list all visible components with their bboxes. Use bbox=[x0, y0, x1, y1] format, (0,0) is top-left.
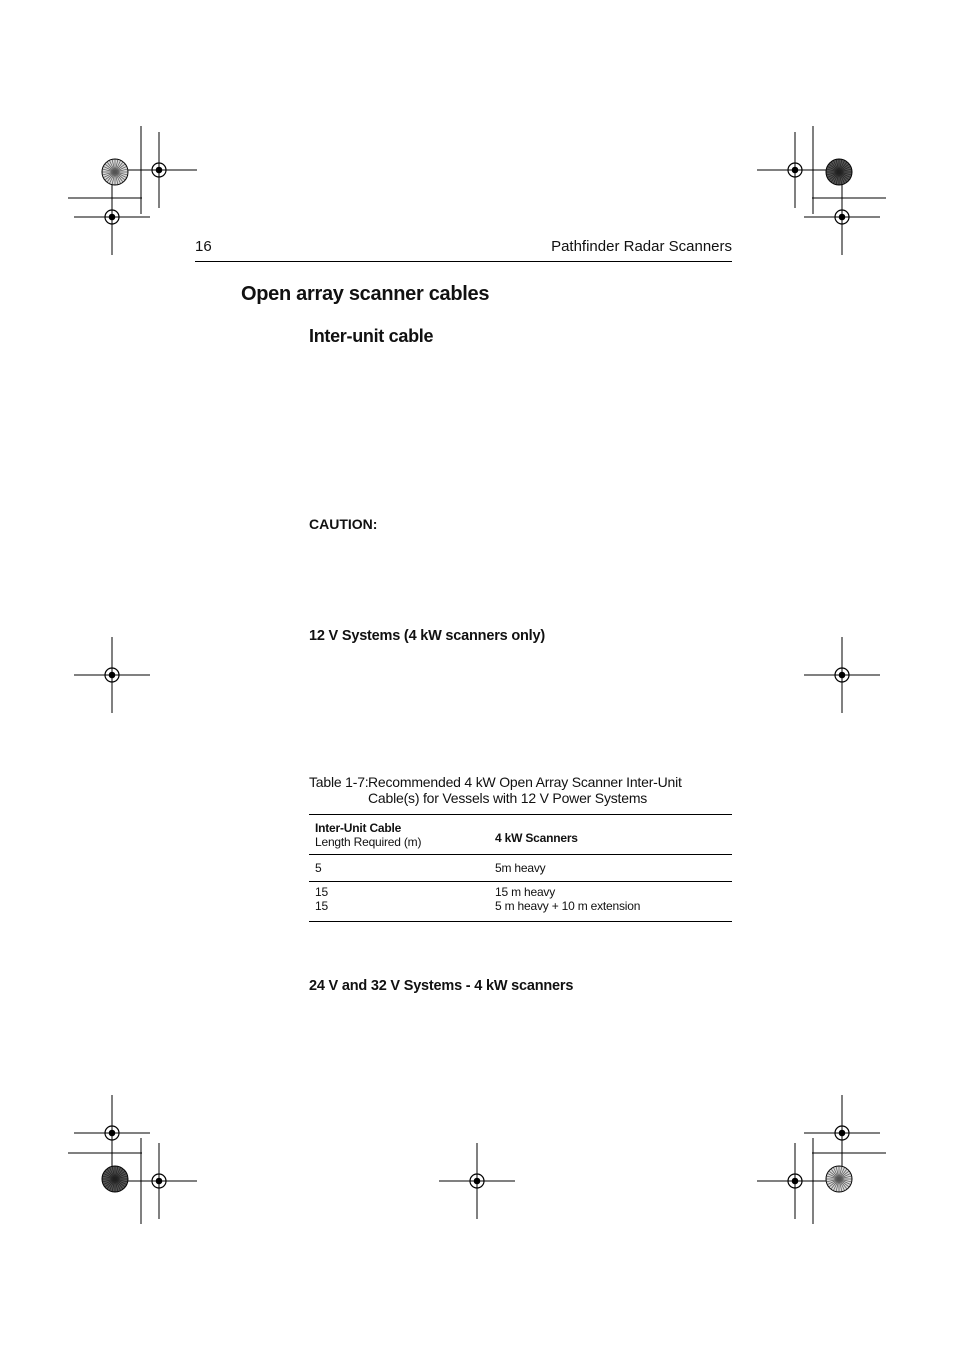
registration-dot bbox=[156, 1178, 163, 1185]
table-header-row bbox=[309, 815, 732, 855]
registration-dot bbox=[156, 167, 163, 174]
registration-dot bbox=[109, 214, 116, 221]
length-value: 15 bbox=[315, 899, 328, 913]
header-rule bbox=[195, 261, 732, 262]
table-cell-cable bbox=[495, 885, 732, 921]
heading-12v-systems: 12 V Systems (4 kW scanners only) bbox=[309, 628, 545, 644]
registration-dot bbox=[792, 167, 799, 174]
cable-value: 15 m heavy bbox=[495, 885, 556, 899]
header-length-title: Inter-Unit Cable bbox=[315, 820, 402, 835]
cable-value: 5 m heavy + 10 m extension bbox=[495, 899, 641, 913]
heading-24v-32v-systems: 24 V and 32 V Systems - 4 kW scanners bbox=[309, 978, 574, 994]
table-cell-cable bbox=[495, 861, 732, 875]
table-caption bbox=[309, 774, 728, 806]
caution-label: CAUTION: bbox=[309, 516, 378, 532]
cable-table bbox=[309, 814, 732, 922]
registration-dot bbox=[839, 214, 846, 221]
registration-dot bbox=[474, 1178, 481, 1185]
registration-dot bbox=[839, 1130, 846, 1137]
registration-dot bbox=[109, 672, 116, 679]
table-row bbox=[309, 882, 732, 921]
registration-dot bbox=[109, 1130, 116, 1137]
table-cell-length bbox=[309, 885, 495, 921]
running-title: Pathfinder Radar Scanners bbox=[551, 238, 732, 255]
table-cell-length bbox=[309, 861, 495, 875]
header-length-subtitle: Length Required (m) bbox=[315, 834, 422, 849]
table-header-scanners: 4 kW Scanners bbox=[495, 830, 578, 845]
registration-dot bbox=[839, 672, 846, 679]
table-caption-label: Table 1-7: bbox=[309, 774, 369, 790]
cable-value: 5m heavy bbox=[495, 861, 546, 875]
table-row bbox=[309, 855, 732, 882]
registration-dot bbox=[792, 1178, 799, 1185]
length-value: 15 bbox=[315, 885, 328, 899]
page-number: 16 bbox=[195, 238, 212, 255]
section-title: Open array scanner cables bbox=[241, 283, 490, 305]
length-value: 5 bbox=[315, 861, 322, 875]
table-caption-text: Recommended 4 kW Open Array Scanner Inter-Unit Cable(s) for Vessels with 12 V Power Systems bbox=[368, 774, 682, 806]
subsection-title: Inter-unit cable bbox=[309, 326, 434, 346]
table-header-length bbox=[309, 821, 495, 849]
